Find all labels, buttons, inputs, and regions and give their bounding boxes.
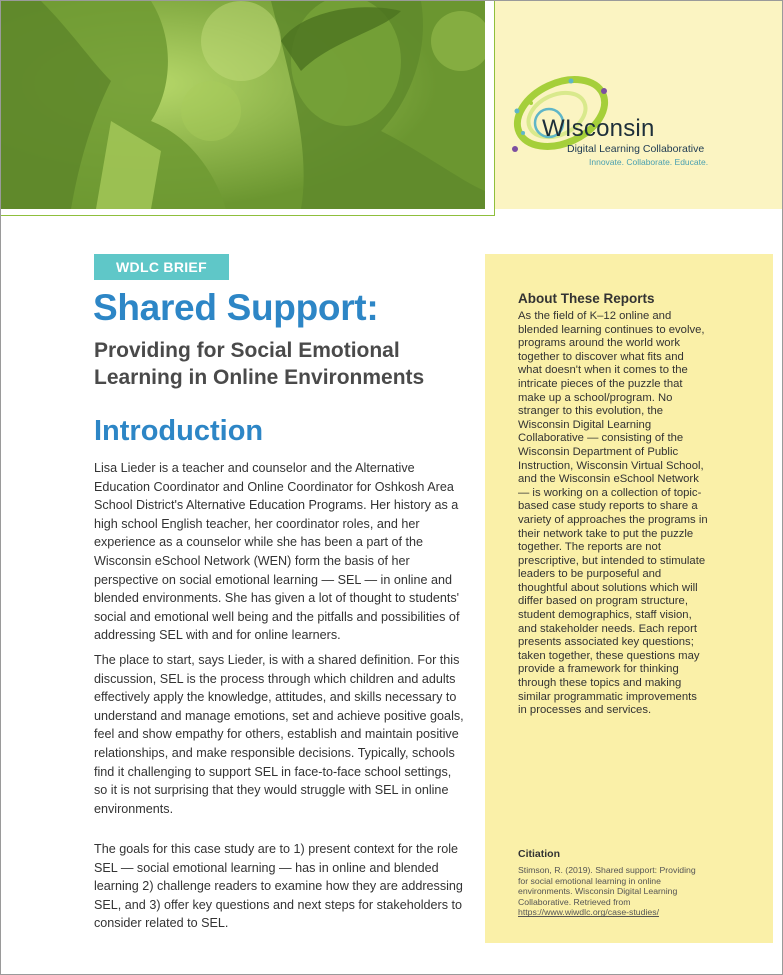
citation-link[interactable]: https://www.wiwdlc.org/case-studies/ xyxy=(518,907,659,918)
intro-paragraph-2: The place to start, says Lieder, is with a shared definition. For this discussion, SEL is the process through which children and adults effectively apply the knowledge, attitudes, and skills necessary to understand and manage emotions, set and achieve positive goals, feel and show empathy for others, establish and maintain positive relationships, and make responsible decisions. Typically, schools find it challenging to support SEL in face-to-face school settings, so it is not surprising that they would struggle with SEL in online environments. xyxy=(94,653,464,816)
brief-tag: WDLC BRIEF xyxy=(94,254,229,280)
citation-text: Stimson, R. (2019). Shared support: Providing for social emotional learning in online environments. Wisconsin Digital Learning Collaborative. Retrieved from xyxy=(518,865,696,907)
about-sidebar xyxy=(485,254,773,943)
page-title: Shared Support: xyxy=(93,287,379,328)
intro-heading: Introduction xyxy=(94,415,264,447)
citation-body xyxy=(518,865,703,918)
students-photo-illustration xyxy=(1,1,485,209)
photo-frame-line-horizontal xyxy=(1,215,495,216)
header-photo xyxy=(1,1,485,209)
logo-subtitle: Digital Learning Collaborative xyxy=(567,143,705,155)
page-subtitle: Providing for Social Emotional Learning in Online Environments xyxy=(94,339,425,389)
sidebar-heading: About These Reports xyxy=(518,291,655,306)
logo-wordmark: WIsconsin xyxy=(542,115,655,142)
logo-tagline: Innovate. Collaborate. Educate. xyxy=(589,157,709,167)
intro-paragraph-1: Lisa Lieder is a teacher and counselor and the Alternative Education Coordinator and Online Coordinator for Oshkosh Area School District's Alternative Education Programs. Her history as a high school English teacher, her coordinator roles, and her experience as a counselor while she has been a part of the Wisconsin eSchool Network (WEN) form the basis of her perspective on social emotional learning — SEL — in online and blended environments. She has given a lot of thought to students' social and emotional well being and the pitfalls and possibilities of addressing SEL with and for online learners. xyxy=(94,461,460,643)
intro-paragraph-3: The goals for this case study are to 1) present context for the role SEL — social emotional learning — has in online and blended learning 2) challenge readers to examine how they are addressing SEL, and 3) offer key questions and next steps for stakeholders to consider related to SEL. xyxy=(94,842,463,931)
citation-heading: Citiation xyxy=(518,848,560,860)
wdlc-logo xyxy=(509,63,779,173)
sidebar-body: As the field of K–12 online and blended learning continues to evolve, programs around the world work together to discover what fits and what doesn't when it comes to the intricate pieces of the puzzle that make up a school/program. No stranger to this evolution, the Wisconsin Digital Learning Collaborative — consisting of the Wisconsin Department of Public Instruction, Wisconsin Virtual School, and the Wisconsin eSchool Network — is working on a collection of topic-based case study reports to share a variety of approaches the programs in their network take to put the puzzle together. The reports are not prescriptive, but intended to stimulate leaders to be purposeful and thoughtful about solutions which will differ based on program structure, student demographics, staff vision, and stakeholder needs. Each report presents associated key questions; taken together, these questions may provide a framework for thinking through these topics and making similar programmatic improvements in processes and services. xyxy=(518,310,708,717)
